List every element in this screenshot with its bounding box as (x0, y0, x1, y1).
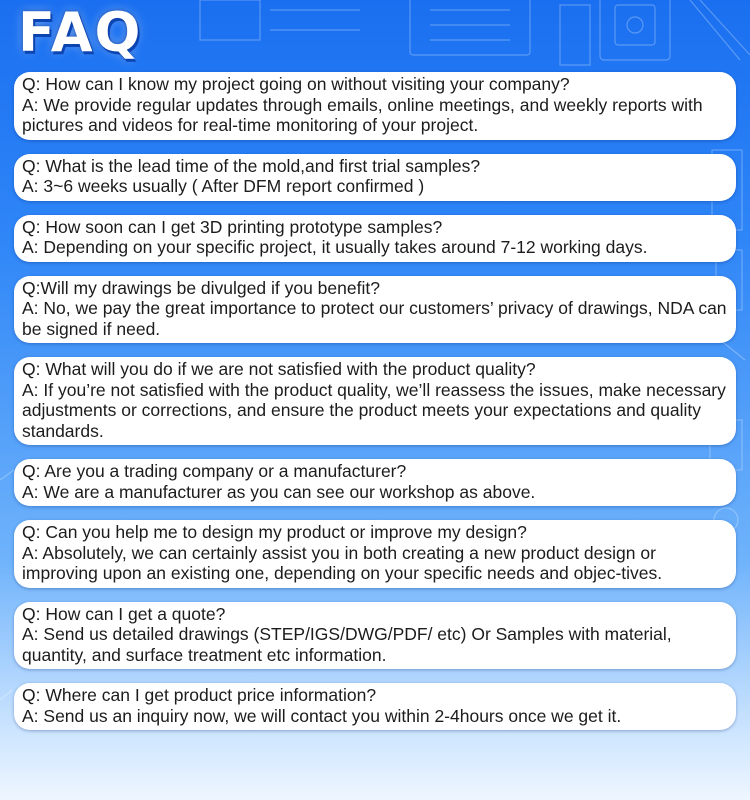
faq-item (14, 520, 736, 588)
faq-answer: A: No, we pay the great importance to protect our customers’ privacy of drawings, NDA can be signed if need. (22, 298, 727, 339)
faq-answer: A: Depending on your specific project, it usually takes around 7-12 working days. (22, 237, 648, 257)
faq-answer: A: Send us detailed drawings (STEP/IGS/DWG/PDF/ etc) Or Samples with material, quantity, and surface treatment etc information. (22, 624, 672, 665)
faq-item (14, 276, 736, 344)
faq-answer: A: Absolutely, we can certainly assist you in both creating a new product design or improving upon an existing one, depending on your specific needs and objec-tives. (22, 542, 663, 583)
faq-item (14, 154, 736, 201)
page-title: FAQ (18, 1, 143, 64)
faq-question: Q: How can I know my project going on without visiting your company? (22, 74, 570, 94)
faq-question: Q: What will you do if we are not satisfied with the product quality? (22, 359, 536, 379)
faq-question: Q: Are you a trading company or a manufacturer? (22, 461, 407, 481)
faq-item (14, 357, 736, 445)
faq-answer: A: 3~6 weeks usually ( After DFM report confirmed ) (22, 176, 425, 196)
faq-item (14, 602, 736, 670)
faq-list (14, 72, 736, 744)
faq-question: Q:Will my drawings be divulged if you benefit? (22, 277, 380, 298)
faq-answer: A: We provide regular updates through emails, online meetings, and weekly reports with pictures and videos for real-time monitoring of your project. (22, 94, 703, 135)
faq-answer: A: Send us an inquiry now, we will contact you within 2-4hours once we get it. (22, 705, 622, 726)
faq-question: Q: How soon can I get 3D printing prototype samples? (22, 216, 443, 237)
faq-question: Q: How can I get a quote? (22, 603, 226, 624)
faq-answer: A: If you’re not satisfied with the product quality, we’ll reassess the issues, make necessary adjustments or corrections, and ensure the product meets your expectations and quality standards. (22, 379, 726, 441)
faq-item (14, 683, 736, 730)
faq-question: Q: Where can I get product price information? (22, 685, 377, 705)
faq-item (14, 459, 736, 506)
faq-question: Q: What is the lead time of the mold,and first trial samples? (22, 155, 481, 176)
faq-item (14, 215, 736, 262)
faq-item (14, 72, 736, 140)
faq-question: Q: Can you help me to design my product or improve my design? (22, 522, 527, 542)
faq-answer: A: We are a manufacturer as you can see our workshop as above. (22, 481, 536, 502)
